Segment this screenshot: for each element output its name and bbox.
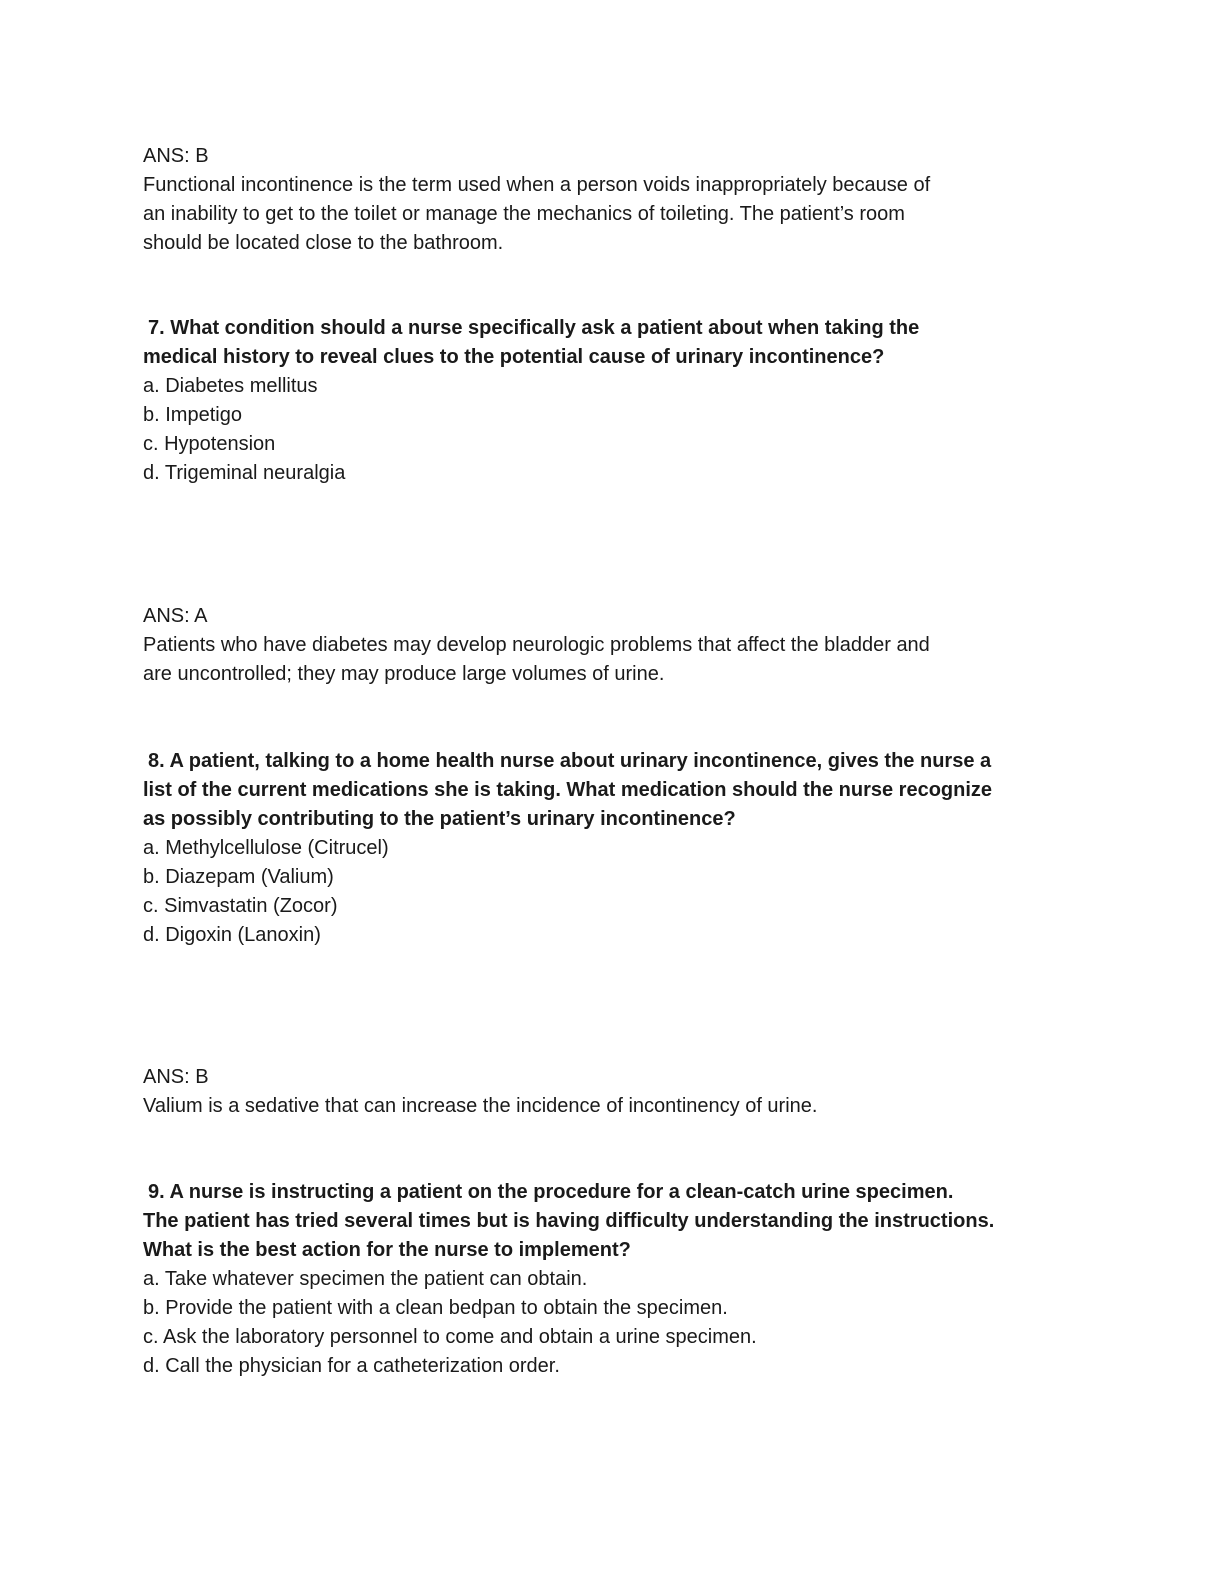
answer-label: ANS: A <box>143 605 208 627</box>
question-text: as possibly contributing to the patient’s urinary incontinence? <box>143 808 736 830</box>
question-text: 9. A nurse is instructing a patient on the procedure for a clean-catch urine specimen. <box>148 1181 954 1203</box>
question-7 <box>143 314 1083 488</box>
question-text: 7. What condition should a nurse specifically ask a patient about when taking the <box>148 317 920 339</box>
option-c: c. Hypotension <box>143 433 276 455</box>
rationale-line: Valium is a sedative that can increase the incidence of incontinency of urine. <box>143 1095 818 1117</box>
rationale-line: are uncontrolled; they may produce large volumes of urine. <box>143 663 665 685</box>
option-b: b. Impetigo <box>143 404 242 426</box>
question-9 <box>143 1178 1083 1381</box>
option-d: d. Trigeminal neuralgia <box>143 462 346 484</box>
option-d: d. Digoxin (Lanoxin) <box>143 924 321 946</box>
option-c: c. Ask the laboratory personnel to come and obtain a urine specimen. <box>143 1326 757 1348</box>
rationale-line: Patients who have diabetes may develop neurologic problems that affect the bladder and <box>143 634 930 656</box>
question-text: 8. A patient, talking to a home health nurse about urinary incontinence, gives the nurse a <box>148 750 992 772</box>
answer-label: ANS: B <box>143 145 209 167</box>
question-text: What is the best action for the nurse to implement? <box>143 1239 631 1261</box>
rationale-line: Functional incontinence is the term used when a person voids inappropriately because of <box>143 174 931 196</box>
answer-block-6 <box>143 142 1083 258</box>
option-d: d. Call the physician for a catheterization order. <box>143 1355 560 1377</box>
option-a: a. Diabetes mellitus <box>143 375 318 397</box>
answer-block-7 <box>143 602 1083 689</box>
question-text: The patient has tried several times but is having difficulty understanding the instructions. <box>143 1210 995 1232</box>
rationale-line: should be located close to the bathroom. <box>143 232 504 254</box>
question-text: medical history to reveal clues to the potential cause of urinary incontinence? <box>143 346 885 368</box>
question-8 <box>143 747 1083 950</box>
rationale-line: an inability to get to the toilet or manage the mechanics of toileting. The patient’s room <box>143 203 905 225</box>
option-b: b. Diazepam (Valium) <box>143 866 334 888</box>
question-text: list of the current medications she is taking. What medication should the nurse recognize <box>143 779 993 801</box>
answer-block-8 <box>143 1063 1083 1121</box>
option-a: a. Take whatever specimen the patient can obtain. <box>143 1268 588 1290</box>
answer-label: ANS: B <box>143 1066 209 1088</box>
option-b: b. Provide the patient with a clean bedpan to obtain the specimen. <box>143 1297 728 1319</box>
option-c: c. Simvastatin (Zocor) <box>143 895 338 917</box>
option-a: a. Methylcellulose (Citrucel) <box>143 837 389 859</box>
